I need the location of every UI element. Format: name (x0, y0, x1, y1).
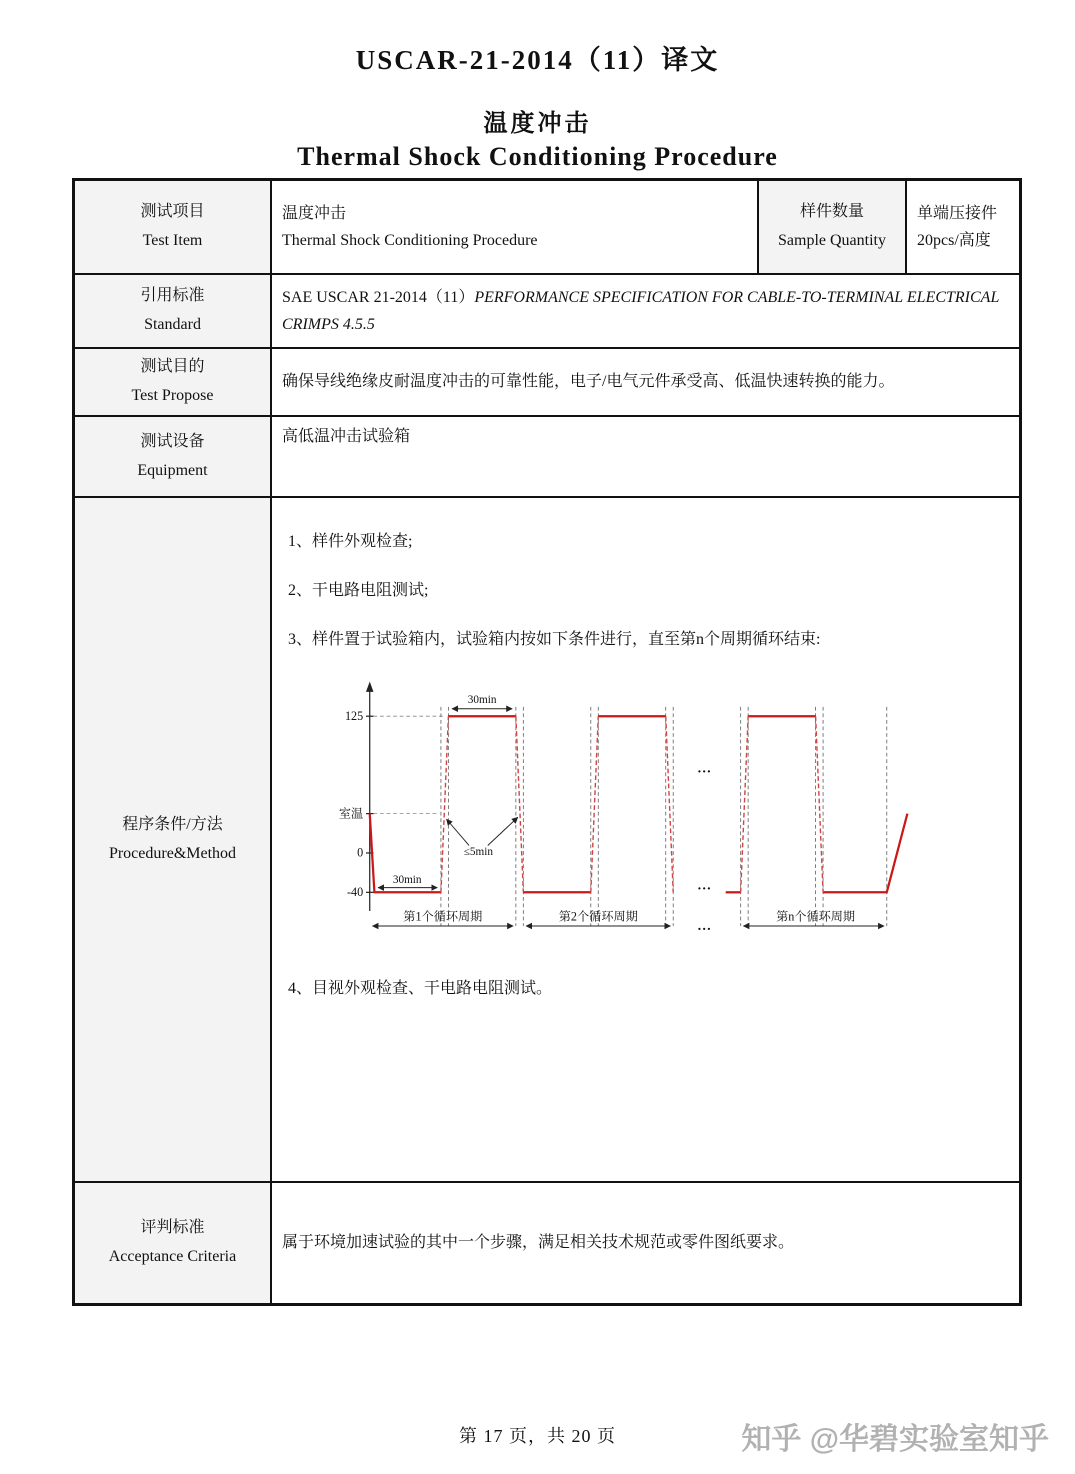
standard-label-en: Standard (144, 316, 201, 333)
ellipsis-top: … (697, 760, 712, 777)
procedure-value (270, 498, 1019, 1181)
standard-label-cn: 引用标准 (140, 287, 205, 305)
equipment-label-cn: 测试设备 (140, 432, 205, 450)
test-item-value (270, 181, 757, 273)
thermal-shock-profile-svg (332, 675, 932, 956)
doc-subtitle-en: Thermal Shock Conditioning Procedure (297, 142, 778, 171)
cycle-2-label: 第2个循环周期 (558, 909, 638, 924)
watermark: 知乎 @华碧实验室知乎 (741, 1423, 1049, 1456)
procedure-label-cn: 程序条件/方法 (122, 815, 223, 833)
sample-quantity-label (757, 181, 905, 273)
row-acceptance (75, 1181, 1019, 1303)
standard-label (75, 275, 270, 347)
cycle-n-label: 第n个循环周期 (776, 909, 856, 924)
test-item-value-en: Thermal Shock Conditioning Procedure (282, 232, 538, 249)
doc-subtitle-cn: 温度冲击 (483, 111, 592, 137)
equipment-value: 高低温冲击试验箱 (270, 417, 1019, 496)
procedure-table (72, 178, 1022, 1306)
equipment-label (75, 417, 270, 496)
purpose-label (75, 349, 270, 415)
procedure-label (75, 498, 270, 1181)
purpose-label-cn: 测试目的 (140, 358, 205, 376)
acceptance-value: 属于环境加速试验的其中一个步骤，满足相关技术规范或零件图纸要求。 (270, 1183, 1019, 1303)
standard-value-prefix: SAE USCAR 21-2014（11） (282, 288, 475, 306)
ellipsis-bottom: … (697, 877, 712, 894)
standard-value-spec: PERFORMANCE SPECIFICATION FOR CABLE-TO-TERMINAL ELECTRICAL CRIMPS 4.5.5 (282, 288, 1000, 333)
row-equipment (75, 415, 1019, 496)
standard-value-text (282, 284, 1009, 338)
procedure-step-1: 1、样件外观检查; (288, 533, 413, 550)
acceptance-label (75, 1183, 270, 1303)
procedure-step-4: 4、目视外观检查、干电路电阻测试。 (288, 980, 553, 997)
ytick-room: 室温 (338, 806, 364, 821)
ytick-0: 0 (357, 845, 364, 860)
procedure-step-2: 2、干电路电阻测试; (288, 582, 429, 599)
ytick-125: 125 (344, 708, 364, 723)
purpose-label-en: Test Propose (131, 387, 214, 404)
y-axis-arrow (366, 682, 373, 692)
purpose-value: 确保导线绝缘皮耐温度冲击的可靠性能，电子/电气元件承受高、低温快速转换的能力。 (270, 349, 1019, 415)
transition-time-label: ≤5min (463, 845, 494, 858)
cycle-1-label: 第1个循环周期 (403, 909, 483, 924)
equipment-label-en: Equipment (137, 461, 208, 479)
ytick-m40: -40 (346, 885, 364, 900)
high-dwell-label: 30min (467, 694, 497, 707)
row-standard (75, 273, 1019, 347)
row-procedure (75, 496, 1019, 1181)
acceptance-label-cn: 评判标准 (140, 1219, 205, 1237)
sample-quantity-value-line1: 单端压接件 (917, 204, 998, 222)
thermal-profile-chart (332, 675, 932, 961)
test-item-label-cn: 测试项目 (140, 203, 205, 221)
doc-title: USCAR-21-2014（11）译文 (355, 45, 720, 75)
sample-quantity-value-line2: 20pcs/高度 (917, 232, 991, 249)
procedure-step-3: 3、样件置于试验箱内，试验箱内按如下条件进行，直至第n个周期循环结束: (288, 631, 821, 648)
test-item-value-cn: 温度冲击 (282, 204, 347, 222)
acceptance-label-en: Acceptance Criteria (108, 1248, 237, 1265)
test-item-label-en: Test Item (142, 232, 203, 249)
page-number: 第 17 页，共 20 页 (459, 1426, 616, 1446)
row-purpose (75, 347, 1019, 415)
profile-low-hold-n-and-return (823, 814, 907, 893)
procedure-label-en: Procedure&Method (108, 844, 237, 862)
test-item-label (75, 181, 270, 273)
sample-quantity-label-cn: 样件数量 (799, 203, 864, 221)
row-test-item (75, 181, 1019, 273)
standard-value (270, 275, 1019, 347)
sample-quantity-label-en: Sample Quantity (778, 232, 886, 249)
low-dwell-label: 30min (392, 873, 422, 886)
sample-quantity-value (905, 181, 1019, 273)
cycle-ellipsis-label: … (697, 917, 712, 934)
